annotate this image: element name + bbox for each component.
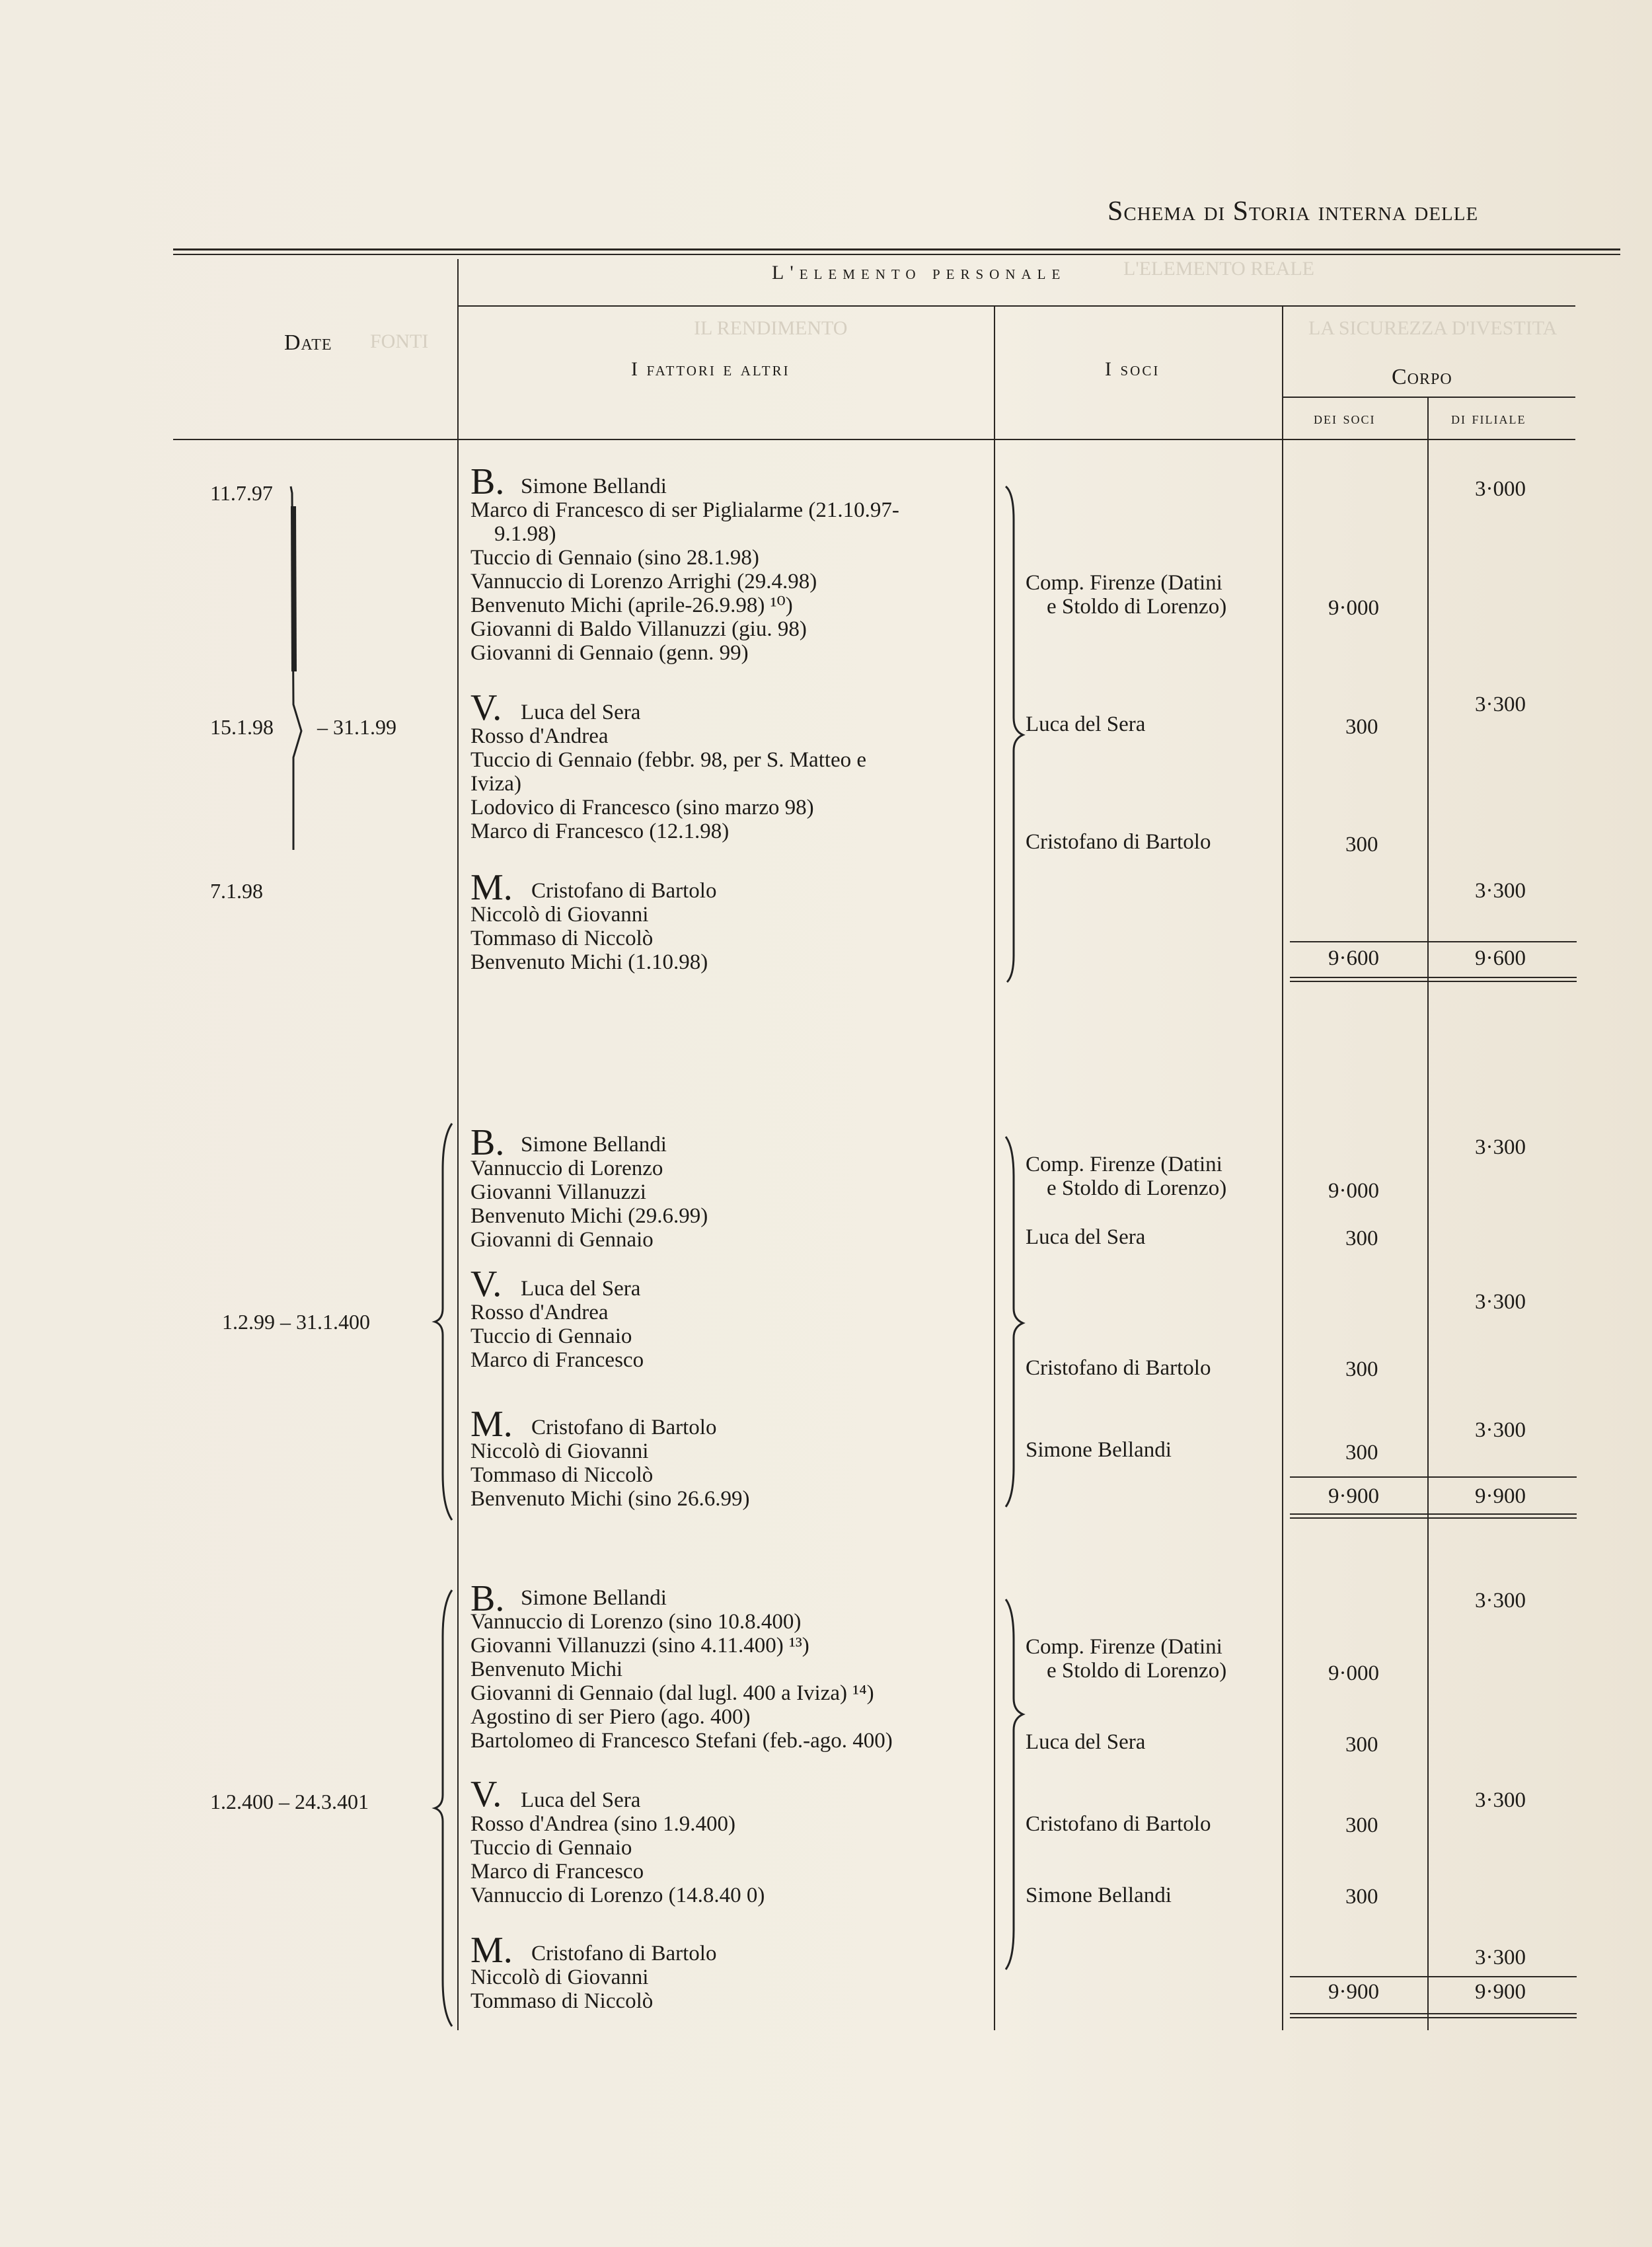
period1-di-filiale-1: 3·000 xyxy=(1475,477,1526,501)
period1-di-filiale-total: 9·600 xyxy=(1475,946,1526,970)
period1-dei-soci-total: 9·600 xyxy=(1328,946,1379,970)
list-item: Lodovico di Francesco (sino marzo 98) xyxy=(470,796,814,819)
list-item: Benvenuto Michi (1.10.98) xyxy=(470,950,708,974)
header-dei-soci: dei soci xyxy=(1314,408,1376,428)
period1-di-filiale-2: 3·300 xyxy=(1475,693,1526,716)
period1-dei-soci-3: 300 xyxy=(1345,833,1378,857)
period3-v-list xyxy=(470,1788,765,1907)
period1-v-list xyxy=(470,701,866,843)
list-item: Tuccio di Gennaio (sino 28.1.98) xyxy=(470,546,759,570)
period2-dei-soci-4: 300 xyxy=(1345,1441,1378,1465)
period3-date: 1.2.400 – 24.3.401 xyxy=(210,1790,369,1813)
period3-soci-5: Simone Bellandi xyxy=(1026,1884,1172,1907)
period1-date-b-end: – 31.1.99 xyxy=(317,715,396,739)
list-item: Tommaso di Niccolò xyxy=(470,1463,654,1487)
list-item: Cristofano di Bartolo xyxy=(531,1942,717,1965)
list-item: Benvenuto Michi (sino 26.6.99) xyxy=(470,1487,750,1511)
period2-b-initial: B. xyxy=(470,1122,505,1163)
period2-dei-soci-total: 9·900 xyxy=(1328,1484,1379,1508)
period3-date-brace xyxy=(431,1590,457,2026)
column-divider-corpo xyxy=(1427,397,1429,2030)
list-item: Vannuccio di Lorenzo xyxy=(470,1157,663,1180)
list-item: Giovanni Villanuzzi (sino 4.11.400) ¹³) xyxy=(470,1634,809,1657)
period1-soci-4: Cristofano di Bartolo xyxy=(1026,830,1211,854)
list-item: Niccolò di Giovanni xyxy=(470,903,649,927)
list-item: Simone Bellandi xyxy=(521,475,667,498)
period2-total-rule xyxy=(1290,1476,1577,1478)
period2-m-list xyxy=(470,1416,750,1511)
period2-date-brace xyxy=(431,1124,457,1520)
period3-m-initial: M. xyxy=(470,1930,513,1971)
list-item: Luca del Sera xyxy=(521,1277,641,1301)
list-item: Marco di Francesco (12.1.98) xyxy=(470,819,730,843)
period2-di-filiale-1: 3·300 xyxy=(1475,1135,1526,1159)
period3-m-list xyxy=(470,1942,716,2013)
list-item: Cristofano di Bartolo xyxy=(531,879,717,903)
period1-m-list xyxy=(470,879,716,974)
period2-di-filiale-2: 3·300 xyxy=(1475,1290,1526,1314)
period2-soci-4: Cristofano di Bartolo xyxy=(1026,1356,1211,1380)
period1-b-list xyxy=(470,475,899,665)
period1-date-b: 15.1.98 xyxy=(210,715,274,739)
list-item: Tuccio di Gennaio xyxy=(470,1836,632,1860)
list-item: Niccolò di Giovanni xyxy=(470,1439,649,1463)
column-divider-date xyxy=(457,259,459,2030)
period2-dei-soci-3: 300 xyxy=(1345,1357,1378,1381)
list-item: Tommaso di Niccolò xyxy=(470,927,654,950)
period2-soci-2: e Stoldo di Lorenzo) xyxy=(1047,1176,1227,1200)
period2-v-initial: V. xyxy=(470,1264,502,1305)
list-item: Marco di Francesco xyxy=(470,1348,644,1372)
period3-soci-1: Comp. Firenze (Datini xyxy=(1026,1635,1222,1659)
period1-b-initial: B. xyxy=(470,461,505,502)
list-item: Luca del Sera xyxy=(521,1788,641,1812)
list-item: Giovanni di Baldo Villanuzzi (giu. 98) xyxy=(470,617,807,641)
list-item: Luca del Sera xyxy=(521,701,641,724)
period2-di-filiale-3: 3·300 xyxy=(1475,1418,1526,1442)
list-item: Simone Bellandi xyxy=(521,1586,667,1610)
list-item: Iviza) xyxy=(470,772,521,796)
period3-soci-brace xyxy=(994,1599,1027,1969)
period1-soci-brace xyxy=(994,480,1027,982)
period3-dei-soci-3: 300 xyxy=(1345,1813,1378,1837)
page-heading: Schema di Storia interna delle xyxy=(1108,196,1479,227)
list-item: Tuccio di Gennaio (febbr. 98, per S. Matteo e xyxy=(470,748,867,772)
period3-dei-soci-total: 9·900 xyxy=(1328,1980,1379,2004)
period3-soci-2: e Stoldo di Lorenzo) xyxy=(1047,1659,1227,1683)
period2-soci-5: Simone Bellandi xyxy=(1026,1438,1172,1462)
period3-di-filiale-3: 3·300 xyxy=(1475,1946,1526,1969)
list-item: Marco di Francesco di ser Piglialarme (21.10.97- xyxy=(470,498,899,522)
column-divider-soci xyxy=(1282,305,1283,2030)
header-rule-elemento xyxy=(459,305,1575,307)
period3-double-rule xyxy=(1290,2013,1577,2014)
list-item: Tuccio di Gennaio xyxy=(470,1324,632,1348)
list-item: Benvenuto Michi xyxy=(470,1657,623,1681)
header-rule-corpo xyxy=(1283,397,1575,398)
show-through-text: LA SICUREZZA D'IVESTITA xyxy=(1308,317,1558,339)
period3-dei-soci-1: 9·000 xyxy=(1328,1661,1379,1685)
period3-total-rule xyxy=(1290,1976,1577,1977)
list-item: Rosso d'Andrea xyxy=(470,724,609,748)
list-item: Agostino di ser Piero (ago. 400) xyxy=(470,1705,751,1729)
period2-date: 1.2.99 – 31.1.400 xyxy=(222,1310,370,1334)
list-item: 9.1.98) xyxy=(494,522,556,546)
period1-di-filiale-3: 3·300 xyxy=(1475,879,1526,903)
header-elemento-personale: L'elemento personale xyxy=(772,262,1067,284)
period2-dei-soci-2: 300 xyxy=(1345,1227,1378,1250)
list-item: Giovanni Villanuzzi xyxy=(470,1180,646,1204)
top-rule xyxy=(173,248,1620,250)
period3-di-filiale-total: 9·900 xyxy=(1475,1980,1526,2004)
period3-soci-4: Cristofano di Bartolo xyxy=(1026,1812,1211,1836)
period3-dei-soci-4: 300 xyxy=(1345,1885,1378,1909)
period3-dei-soci-2: 300 xyxy=(1345,1733,1378,1757)
list-item: Tommaso di Niccolò xyxy=(470,1989,654,2013)
period1-double-rule-2 xyxy=(1290,981,1577,982)
period1-double-rule xyxy=(1290,977,1577,978)
show-through-text: IL RENDIMENTO xyxy=(694,317,848,339)
period3-double-rule-2 xyxy=(1290,2017,1577,2018)
header-fattori: I fattori e altri xyxy=(631,358,790,380)
list-item: Vannuccio di Lorenzo (14.8.40 0) xyxy=(470,1884,765,1907)
period1-v-initial: V. xyxy=(470,687,502,728)
list-item: Giovanni di Gennaio (dal lugl. 400 a Iviza) ¹⁴) xyxy=(470,1681,874,1705)
list-item: Cristofano di Bartolo xyxy=(531,1416,717,1439)
list-item: Niccolò di Giovanni xyxy=(470,1965,649,1989)
header-soci: I soci xyxy=(1105,358,1160,380)
list-item: Bartolomeo di Francesco Stefani (feb.-ago. 400) xyxy=(470,1729,893,1753)
period3-di-filiale-1: 3·300 xyxy=(1475,1589,1526,1613)
period2-b-list xyxy=(470,1133,708,1252)
list-item: Giovanni di Gennaio (genn. 99) xyxy=(470,641,749,665)
period3-b-list xyxy=(470,1586,893,1753)
show-through-text: FONTI xyxy=(370,330,429,352)
top-rule-2 xyxy=(173,254,1620,255)
list-item: Vannuccio di Lorenzo Arrighi (29.4.98) xyxy=(470,570,817,593)
period3-di-filiale-2: 3·300 xyxy=(1475,1788,1526,1812)
period2-soci-brace xyxy=(994,1137,1027,1507)
list-item: Simone Bellandi xyxy=(521,1133,667,1157)
list-item: Giovanni di Gennaio xyxy=(470,1228,654,1252)
period2-soci-1: Comp. Firenze (Datini xyxy=(1026,1153,1222,1176)
period1-soci-3: Luca del Sera xyxy=(1026,712,1146,736)
period2-soci-3: Luca del Sera xyxy=(1026,1225,1146,1249)
period1-dei-soci-2: 300 xyxy=(1345,715,1378,739)
header-corpo: Corpo xyxy=(1392,365,1452,389)
period1-m-initial: M. xyxy=(470,867,513,908)
period2-dei-soci-1: 9·000 xyxy=(1328,1179,1379,1203)
period2-di-filiale-total: 9·900 xyxy=(1475,1484,1526,1508)
period1-soci-2: e Stoldo di Lorenzo) xyxy=(1047,595,1227,619)
period2-double-rule xyxy=(1290,1513,1577,1515)
period2-v-list xyxy=(470,1277,644,1372)
period1-total-rule xyxy=(1290,941,1577,942)
period1-date-brace xyxy=(288,486,315,857)
period2-m-initial: M. xyxy=(470,1404,513,1445)
header-di-filiale: di filiale xyxy=(1451,408,1526,428)
list-item: Rosso d'Andrea xyxy=(470,1301,609,1324)
header-bottom-rule xyxy=(173,439,1575,440)
period1-date-c: 7.1.98 xyxy=(210,879,263,903)
list-item: Benvenuto Michi (29.6.99) xyxy=(470,1204,708,1228)
list-item: Benvenuto Michi (aprile-26.9.98) ¹⁰) xyxy=(470,593,793,617)
period3-soci-3: Luca del Sera xyxy=(1026,1730,1146,1754)
period1-date-a: 11.7.97 xyxy=(210,481,273,505)
period3-b-initial: B. xyxy=(470,1578,505,1619)
header-date: Date xyxy=(284,330,332,355)
period1-soci-1: Comp. Firenze (Datini xyxy=(1026,571,1222,595)
period2-double-rule-2 xyxy=(1290,1517,1577,1519)
period3-v-initial: V. xyxy=(470,1774,502,1815)
show-through-text: L'ELEMENTO REALE xyxy=(1123,258,1314,280)
list-item: Marco di Francesco xyxy=(470,1860,644,1884)
period1-dei-soci-1: 9·000 xyxy=(1328,596,1379,620)
list-item: Vannuccio di Lorenzo (sino 10.8.400) xyxy=(470,1610,802,1634)
list-item: Rosso d'Andrea (sino 1.9.400) xyxy=(470,1812,735,1836)
